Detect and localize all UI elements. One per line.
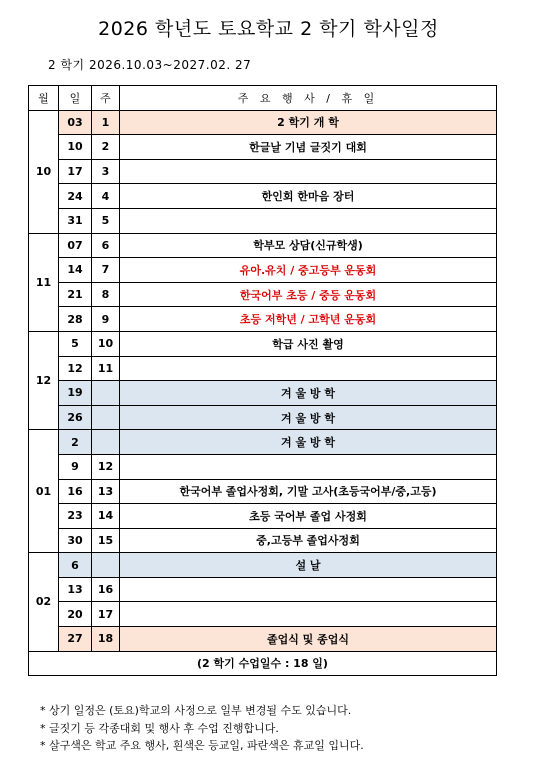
schedule-row xyxy=(29,208,497,233)
event-cell: 학부모 상담(신규학생) xyxy=(120,233,497,258)
week-cell: 17 xyxy=(92,602,120,627)
week-cell: 7 xyxy=(92,258,120,283)
footnote: * 상기 일정은 (토요)학교의 사정으로 일부 변경될 수도 있습니다. xyxy=(40,704,352,717)
event-cell xyxy=(120,159,497,184)
schedule-row xyxy=(29,331,497,356)
schedule-row xyxy=(29,405,497,430)
day-cell: 19 xyxy=(59,381,92,406)
month-cell: 11 xyxy=(29,233,59,331)
event-cell: 학급 사진 촬영 xyxy=(120,331,497,356)
header-week: 주 xyxy=(92,86,120,111)
summary-cell: (2 학기 수업일수 : 18 일) xyxy=(29,651,497,676)
schedule-row xyxy=(29,504,497,529)
schedule-row xyxy=(29,135,497,160)
day-cell: 20 xyxy=(59,602,92,627)
week-cell: 9 xyxy=(92,307,120,332)
day-cell: 16 xyxy=(59,479,92,504)
schedule-row xyxy=(29,627,497,652)
week-cell xyxy=(92,381,120,406)
week-cell: 18 xyxy=(92,627,120,652)
week-cell xyxy=(92,430,120,455)
schedule-row xyxy=(29,381,497,406)
semester-period: 2 학기 2026.10.03~2027.02. 27 xyxy=(48,58,252,72)
month-cell: 12 xyxy=(29,331,59,429)
week-cell: 8 xyxy=(92,282,120,307)
event-cell xyxy=(120,208,497,233)
event-cell: 초등 저학년 / 고학년 운동회 xyxy=(120,307,497,332)
week-cell: 1 xyxy=(92,110,120,135)
day-cell: 30 xyxy=(59,528,92,553)
week-cell: 15 xyxy=(92,528,120,553)
day-cell: 27 xyxy=(59,627,92,652)
week-cell: 4 xyxy=(92,184,120,209)
event-cell: 한글날 기념 글짓기 대회 xyxy=(120,135,497,160)
month-cell: 01 xyxy=(29,430,59,553)
week-cell: 12 xyxy=(92,454,120,479)
event-cell: 겨 울 방 학 xyxy=(120,430,497,455)
event-cell xyxy=(120,356,497,381)
event-cell: 설 날 xyxy=(120,553,497,578)
footnote: * 살구색은 학교 주요 행사, 흰색은 등교일, 파란색은 휴교일 입니다. xyxy=(40,739,364,752)
day-cell: 26 xyxy=(59,405,92,430)
week-cell xyxy=(92,553,120,578)
schedule-row xyxy=(29,258,497,283)
week-cell: 3 xyxy=(92,159,120,184)
day-cell: 12 xyxy=(59,356,92,381)
footnote: * 글짓기 등 각종대회 및 행사 후 수업 진행합니다. xyxy=(40,721,279,735)
month-cell: 10 xyxy=(29,110,59,233)
schedule-row xyxy=(29,602,497,627)
event-cell xyxy=(120,602,497,627)
day-cell: 10 xyxy=(59,135,92,160)
week-cell: 16 xyxy=(92,577,120,602)
event-cell: 한국어부 졸업사정회, 기말 고사(초등국어부/중,고등) xyxy=(120,479,497,504)
day-cell: 07 xyxy=(59,233,92,258)
header-month: 월 xyxy=(29,86,59,111)
event-cell: 중,고등부 졸업사정회 xyxy=(120,528,497,553)
day-cell: 23 xyxy=(59,504,92,529)
day-cell: 2 xyxy=(59,430,92,455)
day-cell: 13 xyxy=(59,577,92,602)
event-cell: 2 학기 개 학 xyxy=(120,110,497,135)
schedule-row xyxy=(29,184,497,209)
week-cell: 13 xyxy=(92,479,120,504)
week-cell xyxy=(92,405,120,430)
day-cell: 31 xyxy=(59,208,92,233)
schedule-table xyxy=(28,85,497,676)
event-cell xyxy=(120,577,497,602)
schedule-row xyxy=(29,159,497,184)
week-cell: 2 xyxy=(92,135,120,160)
schedule-row xyxy=(29,110,497,135)
event-cell: 겨 울 방 학 xyxy=(120,405,497,430)
day-cell: 9 xyxy=(59,454,92,479)
week-cell: 5 xyxy=(92,208,120,233)
day-cell: 03 xyxy=(59,110,92,135)
summary-row xyxy=(29,651,497,676)
week-cell: 6 xyxy=(92,233,120,258)
schedule-row xyxy=(29,553,497,578)
day-cell: 28 xyxy=(59,307,92,332)
schedule-row xyxy=(29,430,497,455)
day-cell: 24 xyxy=(59,184,92,209)
day-cell: 17 xyxy=(59,159,92,184)
event-cell: 겨 울 방 학 xyxy=(120,381,497,406)
schedule-row xyxy=(29,282,497,307)
header-row xyxy=(29,86,497,111)
schedule-row xyxy=(29,233,497,258)
schedule-row xyxy=(29,356,497,381)
week-cell: 10 xyxy=(92,331,120,356)
schedule-row xyxy=(29,454,497,479)
event-cell xyxy=(120,454,497,479)
header-day: 일 xyxy=(59,86,92,111)
schedule-row xyxy=(29,479,497,504)
day-cell: 5 xyxy=(59,331,92,356)
event-cell: 유아.유치 / 중고등부 운동회 xyxy=(120,258,497,283)
schedule-row xyxy=(29,528,497,553)
footnotes xyxy=(40,702,364,755)
day-cell: 6 xyxy=(59,553,92,578)
day-cell: 21 xyxy=(59,282,92,307)
event-cell: 한인회 한마음 장터 xyxy=(120,184,497,209)
week-cell: 14 xyxy=(92,504,120,529)
week-cell: 11 xyxy=(92,356,120,381)
schedule-row xyxy=(29,577,497,602)
event-cell: 졸업식 및 종업식 xyxy=(120,627,497,652)
event-cell: 초등 국어부 졸업 사정회 xyxy=(120,504,497,529)
schedule-row xyxy=(29,307,497,332)
header-event: 주 요 행 사 / 휴 일 xyxy=(120,86,497,111)
event-cell: 한국어부 초등 / 중등 운동회 xyxy=(120,282,497,307)
day-cell: 14 xyxy=(59,258,92,283)
schedule-body xyxy=(29,86,497,676)
month-cell: 02 xyxy=(29,553,59,651)
page-title: 2026 학년도 토요학교 2 학기 학사일정 xyxy=(98,18,439,40)
